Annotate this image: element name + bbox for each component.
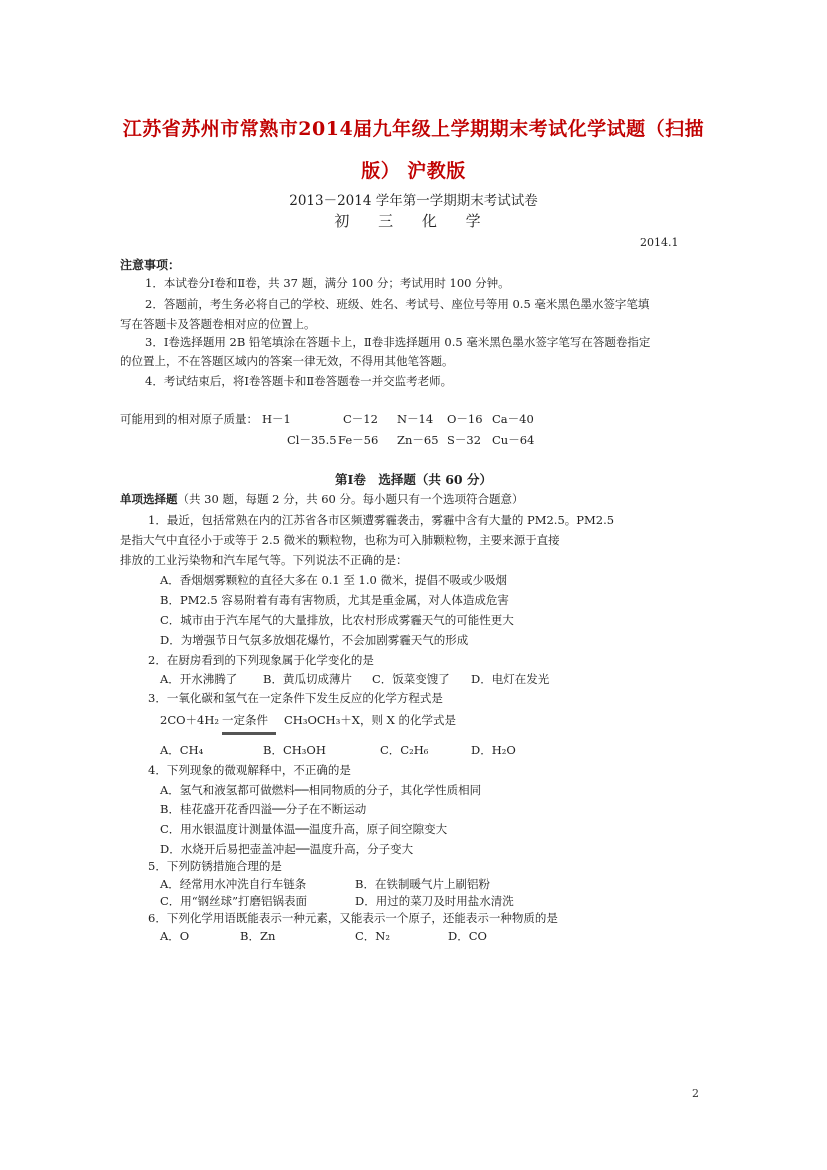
question-option: A．O bbox=[160, 929, 190, 943]
note-item: 4．考试结束后，将Ⅰ卷答题卡和Ⅱ卷答题卷一并交监考老师。 bbox=[145, 374, 453, 388]
atomic-mass-value: S－32 bbox=[447, 433, 482, 447]
question-option: D．为增强节日气氛多放烟花爆竹，不会加剧雾霾天气的形成 bbox=[160, 633, 469, 647]
question-option: B．黄瓜切成薄片 bbox=[263, 672, 352, 686]
atomic-mass-value: C－12 bbox=[343, 412, 378, 426]
note-item: 1．本试卷分Ⅰ卷和Ⅱ卷，共 37 题，满分 100 分；考试用时 100 分钟。 bbox=[145, 276, 510, 290]
question-option: A．氢气和液氢都可做燃料──相同物质的分子，其化学性质相同 bbox=[160, 783, 482, 797]
atomic-mass-value: Cu－64 bbox=[492, 433, 535, 447]
note-item: 3．Ⅰ卷选择题用 2B 铅笔填涂在答题卡上，Ⅱ卷非选择题用 0.5 毫米黑色墨水签字笔写在答题卷指定 bbox=[145, 335, 651, 349]
part-title: 第Ⅰ卷 选择题（共 60 分） bbox=[335, 472, 492, 487]
atomic-mass-value: O－16 bbox=[447, 412, 483, 426]
question-stem: 1．最近，包括常熟在内的江苏省各市区频遭雾霾袭击，雾霾中含有大量的 PM2.5。PM2.5 bbox=[148, 513, 615, 527]
question-option: C．城市由于汽车尾气的大量排放，比农村形成雾霾天气的可能性更大 bbox=[160, 613, 514, 627]
document-title-line-2: 版） 沪教版 bbox=[361, 160, 466, 182]
question-option: D．CO bbox=[448, 929, 487, 943]
question-option: C．用水银温度计测量体温──温度升高，原子间空隙变大 bbox=[160, 822, 448, 836]
question-option: D．用过的菜刀及时用盐水清洗 bbox=[355, 894, 514, 908]
atomic-mass-value: Zn－65 bbox=[397, 433, 439, 447]
question-stem: 5．下列防锈措施合理的是 bbox=[148, 859, 282, 873]
question-option: B．CH₃OH bbox=[263, 743, 326, 757]
question-stem: 排放的工业污染物和汽车尾气等。下列说法不正确的是： bbox=[120, 553, 408, 567]
question-option: A．开水沸腾了 bbox=[160, 672, 238, 686]
document-title-line-1: 江苏省苏州市常熟市2014届九年级上学期期末考试化学试题（扫描 bbox=[122, 118, 705, 140]
question-option: B．桂花盛开花香四溢──分子在不断运动 bbox=[160, 802, 367, 816]
atomic-mass-value: N－14 bbox=[397, 412, 434, 426]
document-title bbox=[100, 108, 727, 192]
exam-date: 2014.1 bbox=[640, 236, 679, 249]
question-option: B．PM2.5 容易附着有毒有害物质，尤其是重金属，对人体造成危害 bbox=[160, 593, 509, 607]
equation-left: 2CO＋4H₂ bbox=[160, 713, 219, 727]
section-header bbox=[120, 491, 524, 507]
atomic-mass-label: 可能用到的相对原子质量： bbox=[120, 412, 258, 426]
question-option: A．香烟烟雾颗粒的直径大多在 0.1 至 1.0 微米，提倡不吸或少吸烟 bbox=[160, 573, 508, 587]
question-option: A．经常用水冲洗自行车链条 bbox=[160, 877, 307, 891]
atomic-mass-value: Cl－35.5 bbox=[287, 433, 337, 447]
question-stem: 2．在厨房看到的下列现象属于化学变化的是 bbox=[148, 653, 374, 667]
page-number: 2 bbox=[692, 1087, 699, 1100]
question-option: D．水烧开后易把壶盖冲起──温度升高，分子变大 bbox=[160, 842, 414, 856]
exam-title: 2013－2014 学年第一学期期末考试试卷 bbox=[289, 193, 538, 209]
atomic-mass-value: Fe－56 bbox=[338, 433, 379, 447]
note-item: 2．答题前，考生务必将自己的学校、班级、姓名、考试号、座位号等用 0.5 毫米黑色墨水签字笔填 bbox=[145, 297, 650, 311]
question-option: D．H₂O bbox=[471, 743, 516, 757]
equation-right: CH₃OCH₃＋X，则 X 的化学式是 bbox=[284, 713, 456, 727]
question-option: B．在铁制暖气片上刷铝粉 bbox=[355, 877, 490, 891]
question-option: C．饭菜变馊了 bbox=[372, 672, 450, 686]
section-label: 单项选择题 bbox=[120, 492, 178, 506]
notes-title: 注意事项： bbox=[120, 258, 181, 272]
question-option: C．N₂ bbox=[355, 929, 390, 943]
question-stem: 6．下列化学用语既能表示一种元素，又能表示一个原子，还能表示一种物质的是 bbox=[148, 911, 558, 925]
question-option: C．C₂H₆ bbox=[380, 743, 429, 757]
section-description: （共 30 题，每题 2 分，共 60 分。每小题只有一个选项符合题意） bbox=[177, 492, 524, 506]
atomic-mass-value: Ca－40 bbox=[492, 412, 534, 426]
question-stem: 是指大气中直径小于或等于 2.5 微米的颗粒物，也称为可入肺颗粒物，主要来源于直接 bbox=[120, 533, 560, 547]
note-item: 写在答题卡及答题卷相对应的位置上。 bbox=[120, 317, 316, 331]
question-option: A．CH₄ bbox=[160, 743, 204, 757]
question-option: C．用“钢丝球”打磨铝锅表面 bbox=[160, 894, 308, 908]
question-option: B．Zn bbox=[240, 929, 276, 943]
exam-subject: 初 三 化 学 bbox=[334, 212, 493, 230]
atomic-mass-value: H－1 bbox=[262, 412, 291, 426]
question-option: D．电灯在发光 bbox=[471, 672, 550, 686]
question-stem: 3．一氧化碳和氢气在一定条件下发生反应的化学方程式是 bbox=[148, 691, 443, 705]
equation-arrow bbox=[222, 732, 276, 735]
question-stem: 4．下列现象的微观解释中，不正确的是 bbox=[148, 763, 351, 777]
equation-condition: 一定条件 bbox=[222, 713, 268, 727]
note-item: 的位置上，不在答题区域内的答案一律无效，不得用其他笔答题。 bbox=[120, 354, 454, 368]
